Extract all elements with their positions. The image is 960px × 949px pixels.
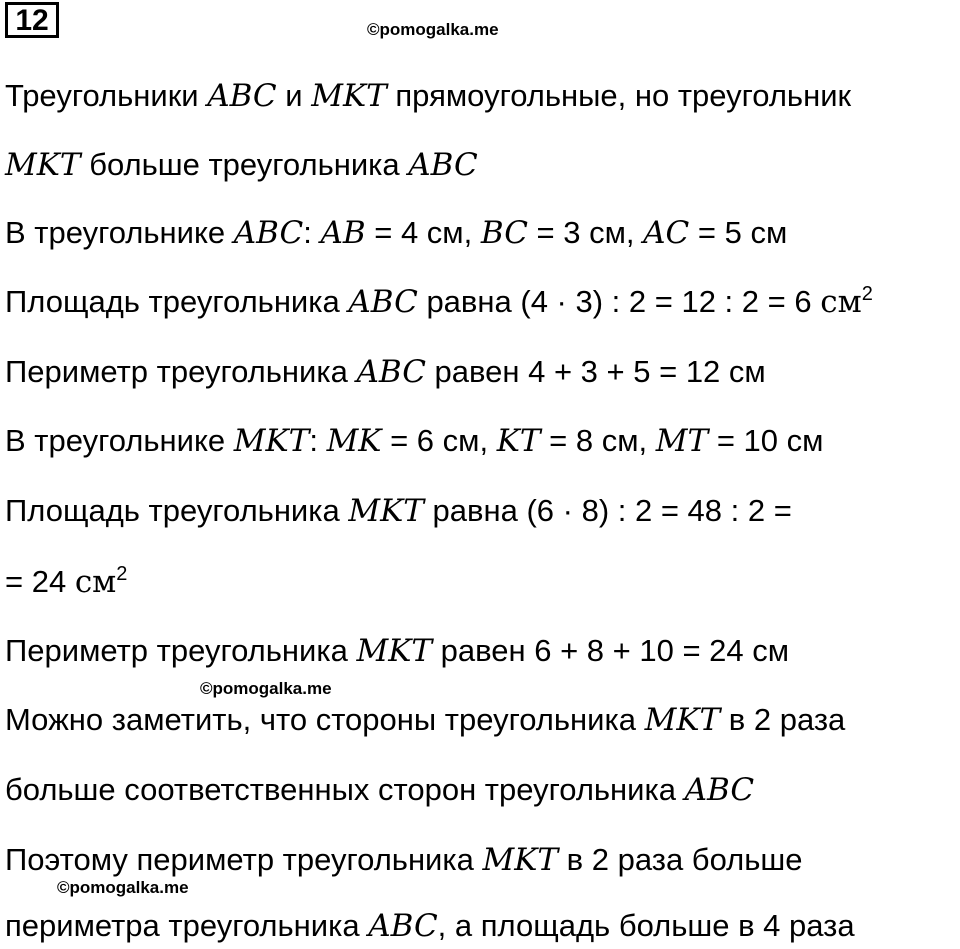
text: : xyxy=(309,423,327,458)
watermark-top: ©pomogalka.me xyxy=(367,20,499,39)
text: равна (4 · 3) : 2 = 12 : 2 = 6 xyxy=(417,284,821,319)
text: = 24 xyxy=(5,564,75,599)
text: прямоугольные, но треугольник xyxy=(386,78,852,113)
text: Можно заметить, что стороны треугольника xyxy=(5,702,645,737)
math-ac: AC xyxy=(643,215,690,251)
math-abc: ABC xyxy=(233,215,304,251)
line-8 xyxy=(5,562,127,602)
line-4 xyxy=(5,282,873,322)
line-2 xyxy=(5,145,478,185)
math-mkt: MKT xyxy=(482,842,559,878)
line-12 xyxy=(5,840,802,880)
unit-cm: см xyxy=(74,564,117,600)
text: Площадь треугольника xyxy=(5,493,349,528)
math-bc: BC xyxy=(480,215,528,251)
text: Периметр треугольника xyxy=(5,354,357,389)
text: В треугольнике xyxy=(5,423,234,458)
math-mk: MK xyxy=(326,423,382,459)
math-mkt: MKT xyxy=(644,702,721,738)
math-abc: ABC xyxy=(684,772,755,808)
math-kt: KT xyxy=(496,423,541,459)
math-mt: MT xyxy=(655,423,709,459)
text: Периметр треугольника xyxy=(5,633,357,668)
line-13 xyxy=(5,906,855,946)
math-abc: ABC xyxy=(207,78,277,114)
text: : xyxy=(303,215,321,250)
text: периметра треугольника xyxy=(5,908,369,943)
text: Треугольники xyxy=(5,78,208,113)
text: = 5 см xyxy=(689,215,788,250)
line-11 xyxy=(5,770,754,810)
text: , а площадь больше в 4 раза xyxy=(437,908,855,943)
line-1 xyxy=(5,76,851,116)
math-mkt: MKT xyxy=(233,423,310,459)
text: = 8 см, xyxy=(540,423,656,458)
math-abc: ABC xyxy=(368,908,438,944)
math-mkt: MKT xyxy=(356,633,433,669)
text: равен 4 + 3 + 5 = 12 см xyxy=(425,354,766,389)
watermark-bottom: ©pomogalka.me xyxy=(57,878,189,897)
line-6 xyxy=(5,421,823,461)
text: больше треугольника xyxy=(80,147,409,182)
line-7 xyxy=(5,491,792,531)
text: В треугольнике xyxy=(5,215,234,250)
text: в 2 раза xyxy=(720,702,846,737)
text: Поэтому периметр треугольника xyxy=(5,842,483,877)
text: = 10 см xyxy=(708,423,824,458)
text: Площадь треугольника xyxy=(5,284,349,319)
line-9 xyxy=(5,631,789,671)
exponent: 2 xyxy=(861,283,873,305)
task-number: 12 xyxy=(5,2,59,38)
math-mkt: MKT xyxy=(311,78,387,114)
exponent: 2 xyxy=(116,563,128,585)
math-abc: ABC xyxy=(408,147,478,183)
text: в 2 раза больше xyxy=(558,842,803,877)
text: = 3 см, xyxy=(527,215,644,250)
line-3 xyxy=(5,213,787,253)
text: равен 6 + 8 + 10 = 24 см xyxy=(432,633,790,668)
math-mkt: MKT xyxy=(5,147,81,183)
math-abc: ABC xyxy=(348,284,418,320)
text: = 6 см, xyxy=(381,423,497,458)
unit-cm: см xyxy=(820,284,862,320)
text: = 4 см, xyxy=(365,215,481,250)
math-abc: ABC xyxy=(356,354,426,390)
text: больше соответственных сторон треугольника xyxy=(5,772,685,807)
text: и xyxy=(276,78,312,113)
watermark-middle: ©pomogalka.me xyxy=(200,679,332,698)
math-ab: AB xyxy=(320,215,366,251)
text: равна (6 · 8) : 2 = 48 : 2 = xyxy=(423,493,792,528)
line-5 xyxy=(5,352,766,392)
line-10 xyxy=(5,700,845,740)
math-mkt: MKT xyxy=(348,493,424,529)
